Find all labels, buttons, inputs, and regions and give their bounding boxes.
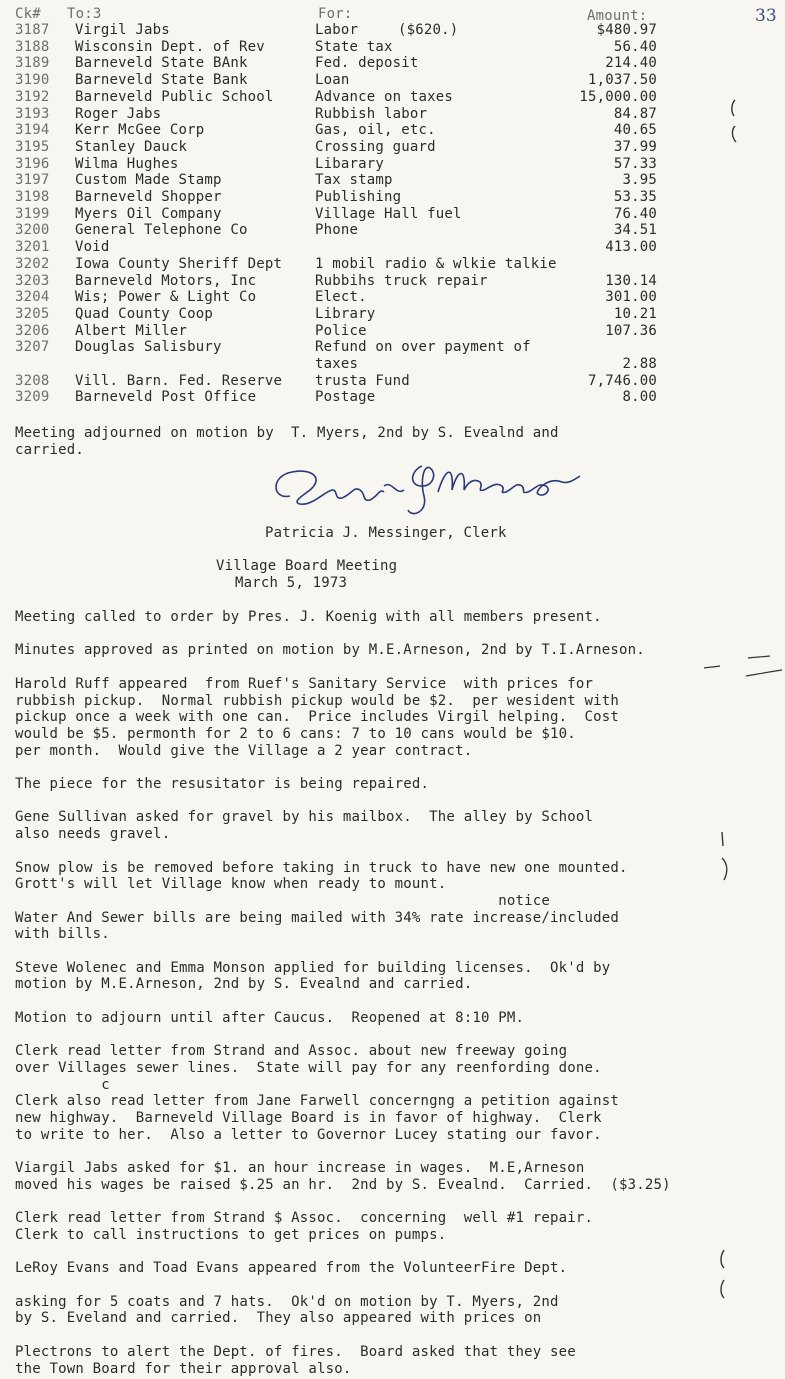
payee: Wisconsin Dept. of Rev (75, 39, 265, 55)
payee: Barneveld Post Office (75, 389, 257, 405)
meeting-title: Village Board Meeting (216, 558, 398, 574)
check-number: 3195 (15, 139, 50, 155)
amount: 130.14 (605, 273, 657, 289)
amount: 413.00 (605, 239, 657, 255)
amount: 34.51 (613, 222, 657, 238)
minutes-line: over Villages sewer lines. State will pay for any reenfording done. (15, 1060, 602, 1076)
minutes-line: Grott's will let Village know when ready to mount. (15, 876, 447, 892)
minutes-line: Clerk to call instructions to get prices on pumps. (15, 1227, 447, 1243)
minutes-line: LeRoy Evans and Toad Evans appeared from the VolunteerFire Dept. (15, 1260, 568, 1276)
amount: 15,000.00 (579, 89, 657, 105)
amount: 3.95 (622, 172, 657, 188)
minutes-line: Steve Wolenec and Emma Monson applied for building licenses. Ok'd by (15, 960, 611, 976)
check-number: 3199 (15, 206, 50, 222)
minutes-line: c (15, 1077, 110, 1093)
minutes-line: Snow plow is be removed before taking in truck to have new one mounted. (15, 860, 628, 876)
payee: Quad County Coop (75, 306, 214, 322)
payee: Kerr McGee Corp (75, 122, 205, 138)
purpose-note: ($620.) (398, 22, 459, 38)
amount: 56.40 (613, 39, 657, 55)
minutes-line: rubbish pickup. Normal rubbish pickup would be $2. per wesident with (15, 693, 620, 709)
minutes-line: notice (15, 893, 550, 909)
amount: 40.65 (613, 122, 657, 138)
payee: Barneveld State BAnk (75, 55, 248, 71)
check-number: 3196 (15, 156, 50, 172)
check-number: 3194 (15, 122, 50, 138)
purpose: Libarary (315, 156, 385, 172)
payee: Roger Jabs (75, 106, 162, 122)
minutes-line: Clerk read letter from Strand and Assoc. about new freeway going (15, 1043, 568, 1059)
minutes-line: asking for 5 coats and 7 hats. Ok'd on motion by T. Myers, 2nd (15, 1294, 559, 1310)
header-to: To:3 (67, 6, 102, 22)
amount: 301.00 (605, 289, 657, 305)
minutes-line: pickup once a week with one can. Price includes Virgil helping. Cost (15, 709, 620, 725)
minutes-line: Plectrons to alert the Dept. of fires. Board asked that they see (15, 1344, 576, 1360)
purpose: Loan (315, 72, 350, 88)
payee: Douglas Salisbury (75, 339, 222, 355)
minutes-line: per month. Would give the Village a 2 year contract. (15, 743, 473, 759)
minutes-line: Water And Sewer bills are being mailed with 34% rate increase/included (15, 910, 620, 926)
check-number: 3189 (15, 55, 50, 71)
payee: Void (75, 239, 110, 255)
purpose: taxes (315, 356, 359, 372)
amount: $480.97 (596, 22, 657, 38)
minutes-line: Harold Ruff appeared from Ruef's Sanitary Service with prices for (15, 676, 594, 692)
purpose: Refund on over payment of (315, 339, 531, 355)
check-number: 3201 (15, 239, 50, 255)
header-ck: Ck# (15, 6, 41, 22)
minutes-line: moved his wages be raised $.25 an hr. 2nd by S. Evealnd. Carried. ($3.25) (15, 1177, 671, 1193)
check-number: 3187 (15, 22, 50, 38)
check-number: 3206 (15, 323, 50, 339)
purpose: Rubbish labor (315, 106, 428, 122)
minutes-line: motion by M.E.Arneson, 2nd by S. Evealnd and carried. (15, 976, 473, 992)
payee: Wis; Power & Light Co (75, 289, 257, 305)
payee: Custom Made Stamp (75, 172, 222, 188)
purpose: Police (315, 323, 367, 339)
purpose: Postage (315, 389, 376, 405)
check-number: 3198 (15, 189, 50, 205)
margin-marks-top (725, 96, 741, 152)
payee: Virgil Jabs (75, 22, 170, 38)
purpose: trusta Fund (315, 373, 410, 389)
payee: Barneveld Public School (75, 89, 274, 105)
purpose: Fed. deposit (315, 55, 419, 71)
purpose: Publishing (315, 189, 402, 205)
purpose: State tax (315, 39, 393, 55)
amount: 53.35 (613, 189, 657, 205)
amount: 37.99 (613, 139, 657, 155)
check-number: 3193 (15, 106, 50, 122)
purpose: Library (315, 306, 376, 322)
purpose: Advance on taxes (315, 89, 454, 105)
minutes-line: Minutes approved as printed on motion by M.E.Arneson, 2nd by T.I.Arneson. (15, 642, 645, 658)
purpose: Elect. (315, 289, 367, 305)
check-number: 3208 (15, 373, 50, 389)
amount: 76.40 (613, 206, 657, 222)
minutes-line: Clerk also read letter from Jane Farwell concerngng a petition against (15, 1093, 620, 1109)
minutes-line: would be $5. permonth for 2 to 6 cans: 7 to 10 cans would be $10. (15, 726, 576, 742)
check-number: 3200 (15, 222, 50, 238)
minutes-line: to write to her. Also a letter to Governor Lucey stating our favor. (15, 1127, 602, 1143)
header-for: For: (318, 6, 353, 22)
amount: 107.36 (605, 323, 657, 339)
amount: 2.88 (622, 356, 657, 372)
check-number: 3202 (15, 256, 50, 272)
check-number: 3203 (15, 273, 50, 289)
meeting-date: March 5, 1973 (235, 575, 348, 591)
amount: 1,037.50 (587, 72, 657, 88)
minutes-line: Motion to adjourn until after Caucus. Reopened at 8:10 PM. (15, 1010, 525, 1026)
purpose: Gas, oil, etc. (315, 122, 436, 138)
adjourn-line: carried. (15, 441, 85, 458)
signature-image (262, 456, 582, 518)
minutes-line: Meeting called to order by Pres. J. Koenig with all members present. (15, 609, 602, 625)
payee: Albert Miller (75, 323, 188, 339)
payee: Wilma Hughes (75, 156, 179, 172)
minutes-line: with bills. (15, 926, 110, 942)
check-number: 3205 (15, 306, 50, 322)
clerk-typed-name: Patricia J. Messinger, Clerk (265, 525, 507, 541)
minutes-line: Clerk read letter from Strand $ Assoc. concerning well #1 repair. (15, 1210, 594, 1226)
payee: Vill. Barn. Fed. Reserve (75, 373, 283, 389)
page-number: 33 (755, 6, 777, 26)
payee: Barneveld State Bank (75, 72, 248, 88)
minutes-line: also needs gravel. (15, 826, 171, 842)
payee: Barneveld Motors, Inc (75, 273, 257, 289)
amount: 8.00 (622, 389, 657, 405)
margin-marks-bottom (714, 1246, 734, 1302)
amount: 214.40 (605, 55, 657, 71)
minutes-line: new highway. Barneveld Village Board is in favor of highway. Clerk (15, 1110, 602, 1126)
check-number: 3188 (15, 39, 50, 55)
purpose: Rubbihs truck repair (315, 273, 488, 289)
payee: Stanley Dauck (75, 139, 188, 155)
minutes-line: Viargil Jabs asked for $1. an hour increase in wages. M.E,Arneson (15, 1160, 585, 1176)
minutes-line: Gene Sullivan asked for gravel by his mailbox. The alley by School (15, 809, 594, 825)
purpose: Labor (315, 22, 359, 38)
purpose: Village Hall fuel (315, 206, 462, 222)
amount: 57.33 (613, 156, 657, 172)
check-number: 3207 (15, 339, 50, 355)
margin-tick-marks (700, 652, 785, 680)
purpose: Crossing guard (315, 139, 436, 155)
check-number: 3197 (15, 172, 50, 188)
minutes-line: by S. Eveland and carried. They also appeared with prices on (15, 1310, 542, 1326)
amount: 84.87 (613, 106, 657, 122)
payee: Myers Oil Company (75, 206, 222, 222)
purpose: Tax stamp (315, 172, 393, 188)
payee: Iowa County Sheriff Dept (75, 256, 283, 272)
check-number: 3209 (15, 389, 50, 405)
purpose: 1 mobil radio & wlkie talkie (315, 256, 557, 272)
check-number: 3192 (15, 89, 50, 105)
check-number: 3204 (15, 289, 50, 305)
header-amount: Amount: (587, 8, 648, 24)
minutes-line: the Town Board for their approval also. (15, 1361, 352, 1377)
margin-marks-middle (716, 828, 736, 884)
adjourn-line: Meeting adjourned on motion by T. Myers, 2nd by S. Evealnd and (15, 425, 559, 441)
purpose: Phone (315, 222, 359, 238)
amount: 10.21 (613, 306, 657, 322)
payee: Barneveld Shopper (75, 189, 222, 205)
check-number: 3190 (15, 72, 50, 88)
amount: 7,746.00 (587, 373, 657, 389)
payee: General Telephone Co (75, 222, 248, 238)
minutes-line: The piece for the resusitator is being repaired. (15, 776, 430, 792)
